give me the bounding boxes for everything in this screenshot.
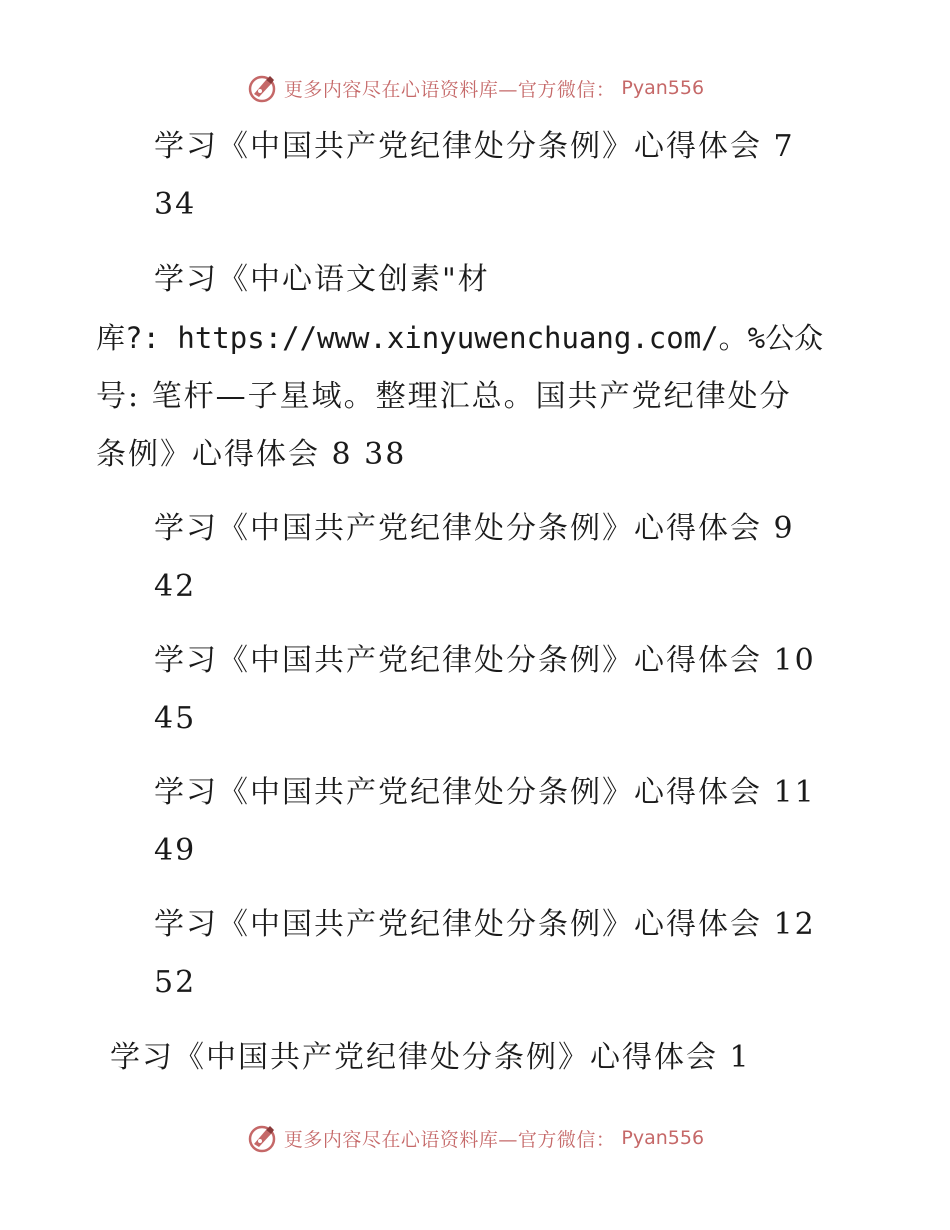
toc-entry-title[interactable]: 学习《中国共产党纪律处分条例》心得体会 7	[154, 129, 795, 164]
toc-mixed-line-3: 号: 笔杆—子星域。整理汇总。国共产党纪律处分	[96, 379, 792, 414]
header-watermark	[0, 72, 950, 104]
toc-entry-title[interactable]: 学习《中国共产党纪律处分条例》心得体会 11	[154, 775, 816, 810]
toc-entry-page: 49	[154, 833, 197, 868]
toc-entry-title[interactable]: 学习《中国共产党纪律处分条例》心得体会 1	[110, 1040, 751, 1075]
footer-watermark	[0, 1122, 950, 1154]
toc-mixed-line-2[interactable]: 库?: https://www.xinyuwenchuang.com/。%公众	[96, 321, 824, 355]
pen-nib-logo-icon	[246, 72, 278, 104]
toc-entry-title[interactable]: 学习《中国共产党纪律处分条例》心得体会 10	[154, 643, 816, 678]
toc-entry-title[interactable]: 学习《中国共产党纪律处分条例》心得体会 12	[154, 907, 816, 942]
watermark-brand: Pyan556	[621, 77, 705, 99]
toc-entry-title[interactable]: 学习《中国共产党纪律处分条例》心得体会 9	[154, 511, 795, 546]
watermark-text: 更多内容尽在心语资料库—官方微信：	[283, 78, 616, 101]
watermark-text: 更多内容尽在心语资料库—官方微信：	[283, 1128, 616, 1151]
pen-nib-logo-icon	[246, 1122, 278, 1154]
watermark-brand: Pyan556	[621, 1127, 705, 1149]
toc-entry-page: 42	[154, 569, 197, 604]
toc-mixed-line-1[interactable]: 学习《中心语文创素"材	[154, 262, 490, 297]
toc-entry-page: 34	[154, 187, 197, 222]
toc-entry-page: 52	[154, 965, 197, 1000]
toc-entry-page: 45	[154, 701, 197, 736]
toc-mixed-line-4: 条例》心得体会 8 38	[96, 437, 407, 472]
